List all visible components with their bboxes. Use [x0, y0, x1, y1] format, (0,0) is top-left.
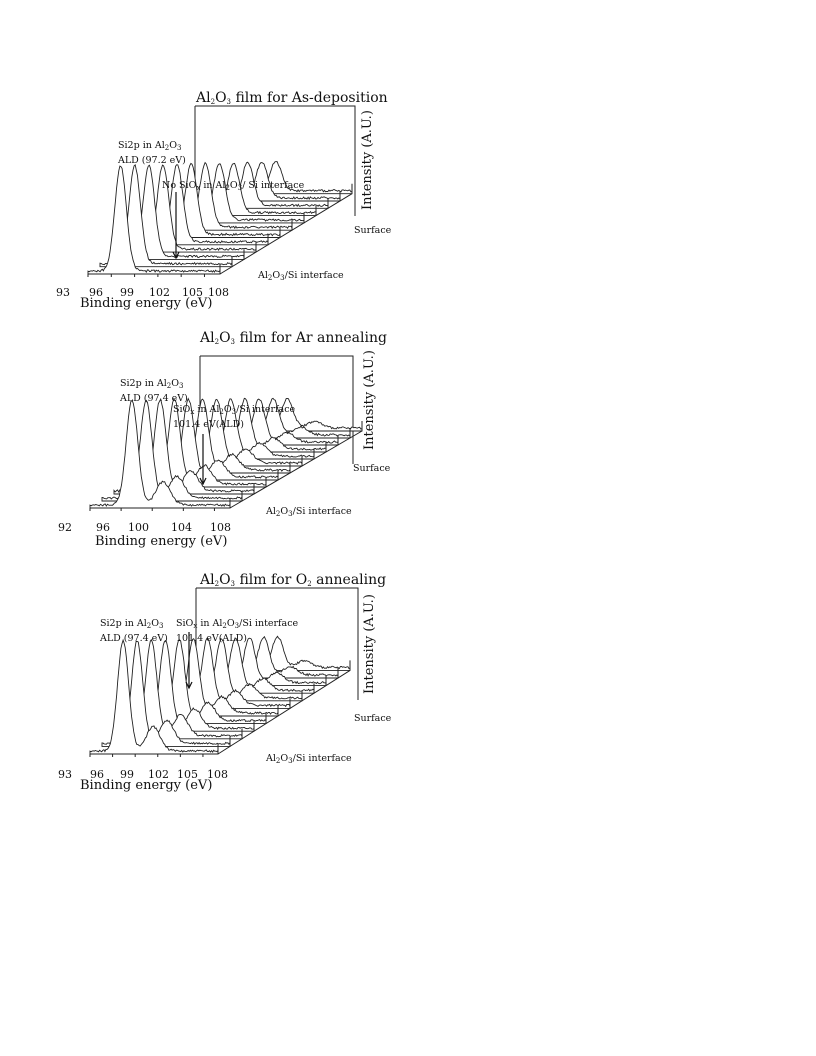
x-tick-label: 102: [149, 286, 170, 299]
x-tick-label: 96: [96, 521, 110, 534]
chart-panel-o2-annealing: [0, 570, 816, 810]
x-tick-label: 108: [208, 286, 229, 299]
x-tick-label: 108: [210, 521, 231, 534]
depth-axis-interface-label: $Al_2O_3/Si$ interface: [258, 270, 344, 282]
depth-axis-surface-label: Surface: [353, 463, 391, 474]
y-axis-label: Intensity (A.U.): [362, 350, 377, 450]
chart-title: $Al_2O_3$ film for $O_2$ annealing: [200, 572, 387, 588]
x-tick-label: 104: [171, 521, 192, 534]
chart-panel-ar-annealing: [0, 326, 816, 566]
x-axis-label: Binding energy (eV): [80, 296, 213, 311]
interface-annotation: SiO$_x$ in $Al_2O_3/Si$ interface 101.4 eV(ALD): [176, 618, 299, 644]
x-tick-label: 96: [90, 768, 104, 781]
chart-title: $Al_2O_3$ film for Ar annealing: [200, 330, 387, 346]
interface-annotation: SiO$_x$ in $Al_2O_3/Si$ interface 101.4 eV(ALD): [173, 404, 296, 430]
x-axis-label: Binding energy (eV): [95, 534, 228, 549]
y-axis-label: Intensity (A.U.): [362, 594, 377, 694]
x-tick-label: 108: [207, 768, 228, 781]
depth-axis-interface-label: $Al_2O_3/Si$ interface: [266, 753, 352, 765]
waterfall-plot: [0, 326, 816, 566]
peak-annotation: Si2p in $Al_2O_3$ ALD (97.4 eV): [100, 618, 168, 644]
x-tick-label: 92: [58, 521, 72, 534]
x-tick-label: 102: [148, 768, 169, 781]
interface-annotation: No SiO$_x$ in $Al_2O_3/$ Si interface: [162, 180, 305, 192]
x-tick-label: 93: [58, 768, 72, 781]
x-tick-label: 96: [89, 286, 103, 299]
depth-axis-interface-label: $Al_2O_3/Si$ interface: [266, 506, 352, 518]
x-tick-label: 100: [128, 521, 149, 534]
x-tick-label: 99: [120, 768, 134, 781]
depth-axis-surface-label: Surface: [354, 713, 392, 724]
y-axis-label: Intensity (A.U.): [360, 110, 375, 210]
chart-title: $Al_2O_3$ film for As-deposition: [196, 90, 388, 106]
peak-annotation: Si2p in $Al_2O_3$ ALD (97.4 eV): [120, 378, 188, 404]
chart-panel-as-deposition: [0, 88, 816, 328]
peak-annotation: Si2p in $Al_2O_3$ ALD (97.2 eV): [118, 140, 186, 166]
x-tick-label: 93: [56, 286, 70, 299]
depth-axis-surface-label: Surface: [354, 225, 392, 236]
x-tick-label: 99: [120, 286, 134, 299]
x-tick-label: 105: [182, 286, 203, 299]
x-tick-label: 105: [177, 768, 198, 781]
x-axis-label: Binding energy (eV): [80, 778, 213, 793]
